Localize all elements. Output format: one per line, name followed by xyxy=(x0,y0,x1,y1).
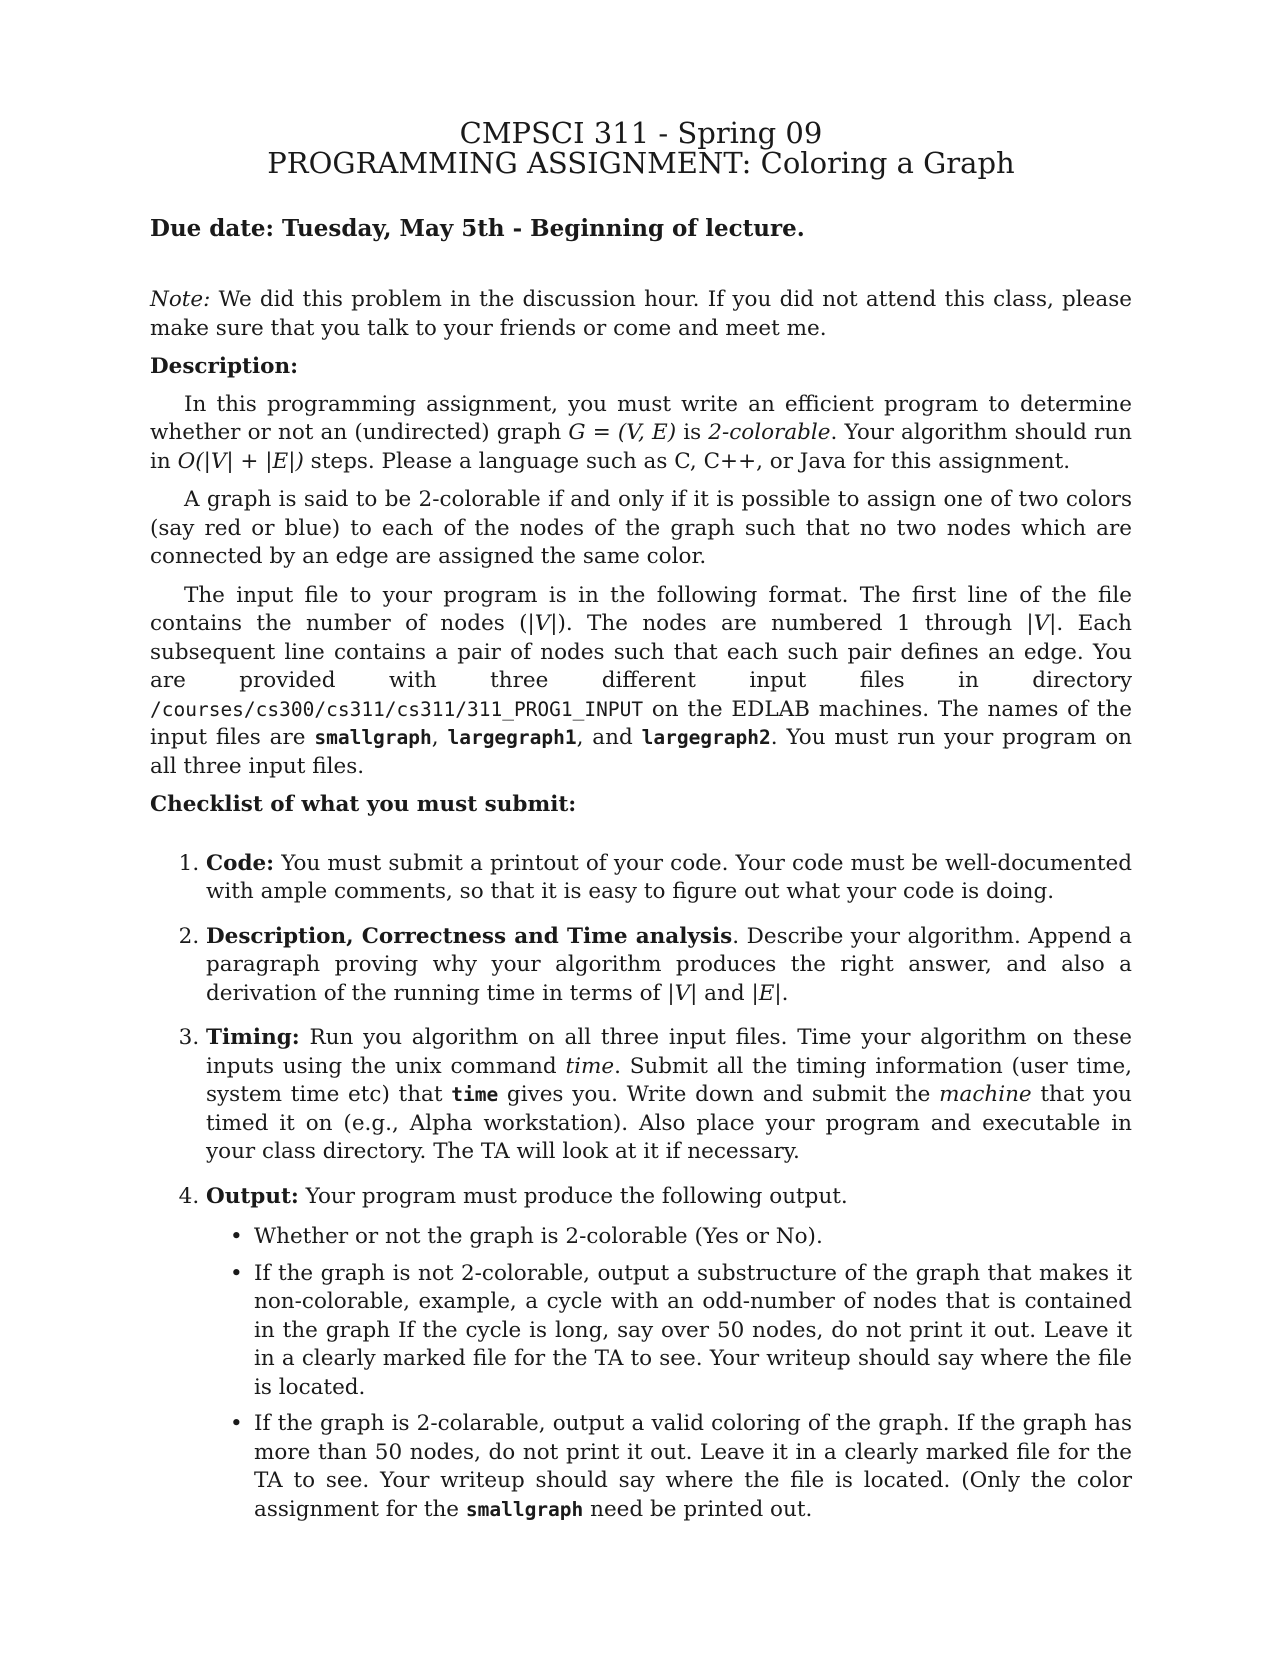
text-span: that you timed it on (e.g., Alpha workstation). Also place your program and executable in your class directory. The TA will look at it if necessary. xyxy=(206,1082,1132,1164)
text-span: In this programming assignment, you must write an efficient program to determine whether or not an (undirected) graph xyxy=(150,391,1132,445)
text-span: need be printed out. xyxy=(583,1496,813,1522)
checklist xyxy=(150,850,1132,1525)
command-time-mono: time xyxy=(451,1083,499,1106)
output-bullets xyxy=(206,1223,1132,1524)
description-paragraph-3 xyxy=(150,582,1132,782)
text-span: ). The nodes are numbered 1 through xyxy=(557,611,1027,636)
command-time-italic: time xyxy=(565,1053,615,1079)
note-label: Note: xyxy=(150,287,211,312)
text-span: . Submit all the timing information (user time, system time etc) that xyxy=(206,1053,1133,1107)
text-span: . Your algorithm should run in xyxy=(150,420,1133,474)
checklist-item-timing xyxy=(206,1024,1132,1167)
math-v: |V| xyxy=(1026,611,1057,636)
item-text: Run you algorithm on all three input files. Time your algorithm on these inputs using the unix command xyxy=(206,1025,1132,1079)
due-date: Due date: Tuesday, May 5th - Beginning of lecture. xyxy=(150,215,805,242)
term-2-colorable: 2-colorable xyxy=(708,420,831,445)
file-name-largegraph1: largegraph1 xyxy=(447,726,577,749)
item-text: You must submit a printout of your code. Your code must be well-documented with ample comments, so that it is easy to figure out what your code is doing. xyxy=(206,850,1132,904)
math-v: |V| xyxy=(667,980,698,1006)
assignment-title: PROGRAMMING ASSIGNMENT: Coloring a Graph xyxy=(267,146,1015,180)
item-text: Your program must produce the following output. xyxy=(298,1183,848,1209)
checklist-item-code xyxy=(206,850,1132,907)
text-span: , and xyxy=(576,725,642,750)
item-label: Output: xyxy=(206,1183,299,1209)
item-text: . Describe your algorithm. Append a paragraph proving why your algorithm produces the right answer, and also a derivation of the running time in terms of xyxy=(206,923,1132,1006)
input-directory-path: /courses/cs300/cs311/cs311/311_PROG1_INPUT xyxy=(150,697,644,721)
description-paragraph-1 xyxy=(150,391,1132,477)
item-label: Description, Correctness and Time analysis xyxy=(206,923,733,949)
math-graph-def: G = (V, E) xyxy=(568,420,677,445)
text-span: , xyxy=(431,725,448,750)
bullet-text: If the graph is 2-colarable, output a valid coloring of the graph. If the graph has more than 50 nodes, do not print it out. Leave it in a clearly marked file for the TA to see. Your writeup should say where the file is located. (Only the color assignment for the xyxy=(254,1411,1132,1522)
text-span: steps. Please a language such as C, C++, or Java for this assignment. xyxy=(303,448,1071,474)
file-name-smallgraph: smallgraph xyxy=(465,1497,584,1521)
text-span: . You must run your program on all three input files. xyxy=(150,725,1132,779)
text-span: and xyxy=(697,980,752,1006)
document-page xyxy=(150,118,1132,1540)
item-label: Code: xyxy=(206,850,275,876)
description-paragraph-2: A graph is said to be 2-colorable if and only if it is possible to assign one of two colors (say red or blue) to each of the nodes of the graph such that no two nodes which are connected by an edge are assigned the same color. xyxy=(150,487,1132,569)
course-title: CMPSCI 311 - Spring 09 xyxy=(459,116,823,150)
list-item xyxy=(230,1260,1132,1403)
title-block xyxy=(150,118,1132,178)
machine-term: machine xyxy=(939,1082,1032,1107)
checklist-item-description xyxy=(206,923,1132,1009)
description-heading: Description: xyxy=(150,354,299,379)
bullet-text: Whether or not the graph is 2-colorable (Yes or No). xyxy=(254,1224,823,1249)
text-span: . Each subsequent line contains a pair of nodes such that each such pair defines an edge. You are provided with three different input files in directory xyxy=(150,611,1132,693)
text-span: on the EDLAB machines. The names of the input files are xyxy=(150,696,1132,750)
checklist-heading: Checklist of what you must submit: xyxy=(150,792,577,817)
math-e: |E| xyxy=(751,980,782,1006)
bullet-icon: • xyxy=(230,1224,243,1249)
file-name-smallgraph: smallgraph xyxy=(314,726,432,749)
list-item xyxy=(230,1410,1132,1524)
note-text: We did this problem in the discussion hour. If you did not attend this class, please make sure that you talk to your friends or come and meet me. xyxy=(150,287,1132,341)
bullet-icon: • xyxy=(230,1260,243,1286)
math-complexity: O(|V| + |E|) xyxy=(177,448,304,474)
bullet-text: If the graph is not 2-colorable, output a substructure of the graph that makes it non-colorable, example, a cycle with an odd-number of nodes that is contained in the graph If the cycle is long, say over 50 nodes, do not print it out. Leave it in a clearly marked file for the TA to see. Your writeup should say where the file is located. xyxy=(254,1260,1132,1400)
file-name-largegraph2: largegraph2 xyxy=(641,726,771,749)
note-paragraph xyxy=(150,286,1132,343)
text-span: gives you. Write down and submit the xyxy=(498,1082,940,1107)
text-span: . xyxy=(781,980,789,1006)
math-v: |V| xyxy=(527,611,558,636)
item-label: Timing: xyxy=(206,1025,300,1050)
text-span: is xyxy=(676,420,709,445)
checklist-item-output xyxy=(206,1183,1132,1525)
bullet-icon: • xyxy=(230,1411,243,1436)
text-span: The input file to your program is in the following format. The first line of the file contains the number of nodes ( xyxy=(150,582,1132,636)
list-item xyxy=(230,1223,1132,1252)
